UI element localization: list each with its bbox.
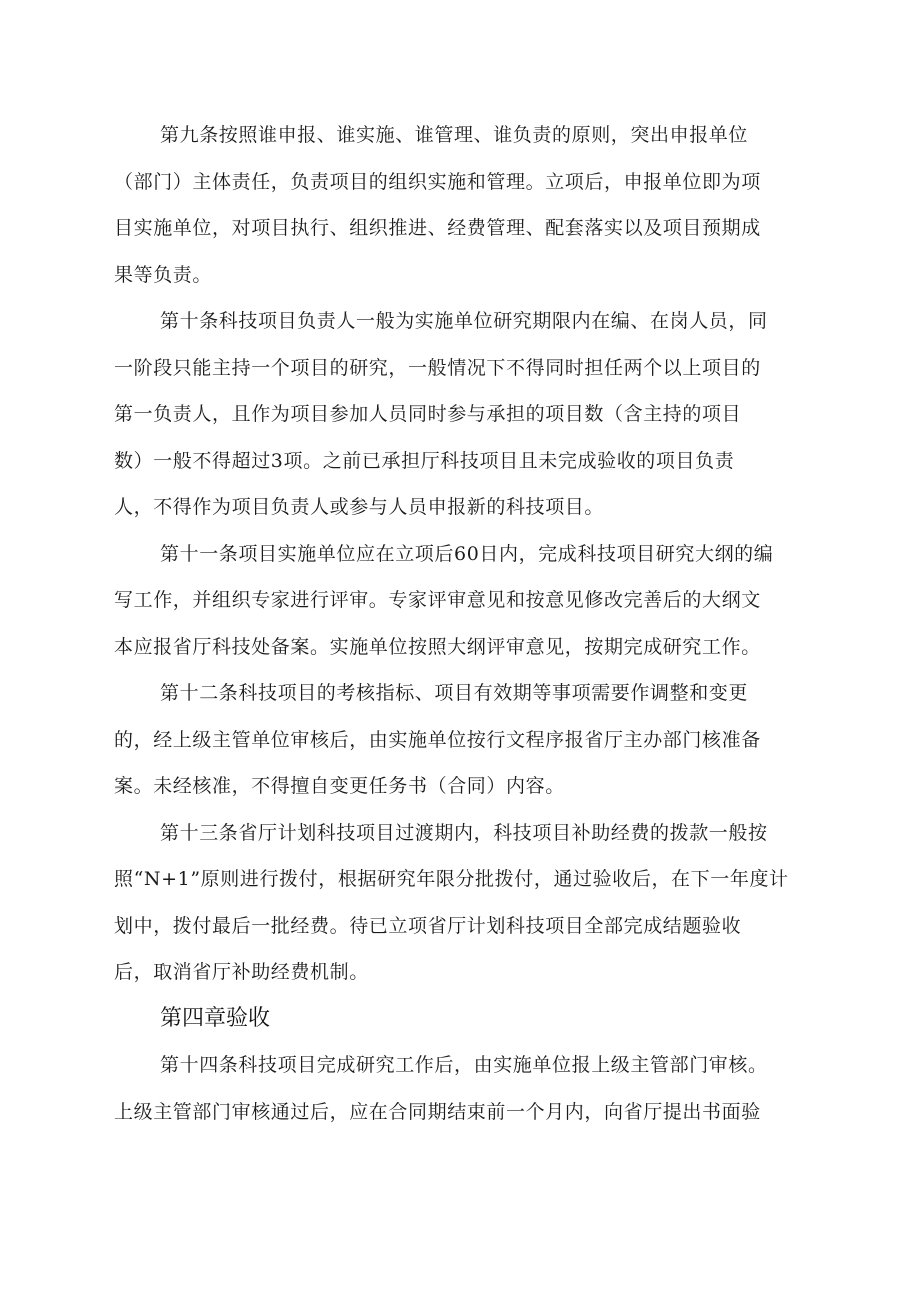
article-11-line-3: 本应报省厅科技处备案。实施单位按照大纲评审意见，按期完成研究工作。	[114, 635, 761, 658]
article-10-line-2: 一阶段只能主持一个项目的研究，一般情况下不得同时担任两个以上项目的	[114, 356, 761, 379]
article-11-line-2: 写工作，并组织专家进行评审。专家评审意见和按意见修改完善后的大纲文	[114, 589, 761, 611]
document-body	[114, 112, 804, 1135]
article-13-line-4: 后，取消省厅补助经费机制。	[114, 961, 369, 983]
article-9-line-1: 第九条按照谁申报、谁实施、谁管理、谁负责的原则，突出申报单位	[160, 124, 749, 146]
article-10-line-1: 第十条科技项目负责人一般为实施单位研究期限内在编、在岗人员，同	[160, 310, 768, 332]
article-10-line-4: 数）一般不得超过3项。之前已承担厅科技项目且未完成验收的项目负责	[114, 449, 735, 472]
article-9-line-2: （部门）主体责任，负责项目的组织实施和管理。立项后，申报单位即为项	[114, 170, 761, 193]
article-12-line-3: 案。未经核准，不得擅自变更任务书（合同）内容。	[114, 775, 565, 797]
article-13-line-1: 第十三条省厅计划科技项目过渡期内，科技项目补助经费的拨款一般按	[160, 821, 768, 844]
article-11-line-1: 第十一条项目实施单位应在立项后60日内，完成科技项目研究大纲的编	[160, 542, 774, 565]
article-10-line-5: 人，不得作为项目负责人或参与人员申报新的科技项目。	[114, 496, 605, 518]
article-10-line-3: 第一负责人，且作为项目参加人员同时参与承担的项目数（含主持的项目	[114, 403, 742, 425]
article-14-line-2: 上级主管部门审核通过后，应在合同期结束前一个月内，向省厅提出书面验	[114, 1100, 761, 1123]
article-12-line-2: 的，经上级主管单位审核后，由实施单位按行文程序报省厅主办部门核准备	[114, 728, 761, 751]
article-12-line-1: 第十二条科技项目的考核指标、项目有效期等事项需要作调整和变更	[160, 682, 749, 704]
article-9-line-3: 目实施单位，对项目执行、组织推进、经费管理、配套落实以及项目预期成	[114, 217, 761, 239]
article-13-line-3: 划中，拨付最后一批经费。待已立项省厅计划科技项目全部完成结题验收	[114, 914, 742, 937]
chapter-4-heading: 第四章验收	[160, 1005, 271, 1031]
article-9-line-4: 果等负责。	[114, 263, 213, 286]
article-13-line-2: 照“N+1”原则进行拨付，根据研究年限分批拨付，通过验收后，在下一年度计	[114, 868, 789, 890]
article-14-line-1: 第十四条科技项目完成研究工作后，由实施单位报上级主管部门审核。	[160, 1054, 768, 1076]
